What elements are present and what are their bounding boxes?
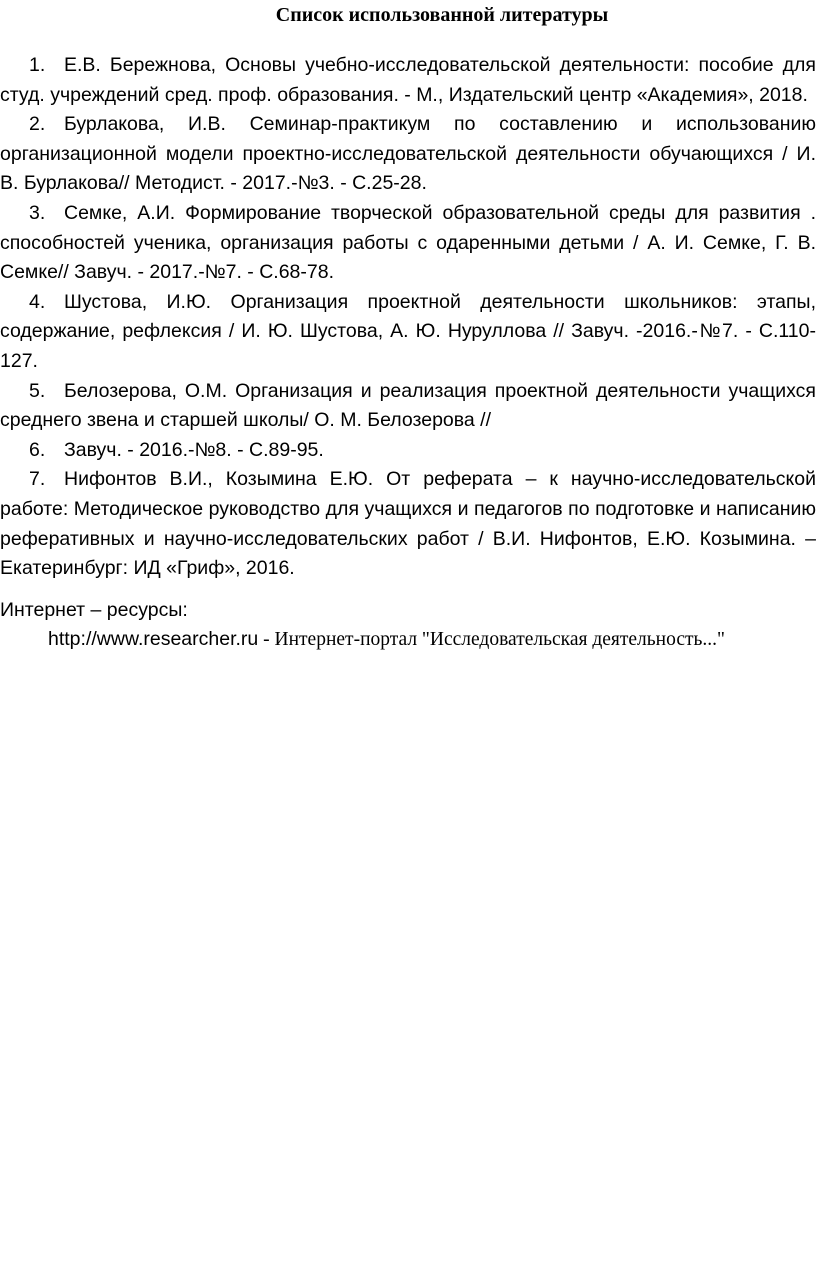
reference-item-4 xyxy=(0,288,816,377)
reference-number: 4. xyxy=(29,290,46,313)
reference-text: Е.В. Бережнова, Основы учебно-исследовательской деятельности: пособие для студ. учреждений сред. проф. образования. - М., Издательский центр «Академия», 2018. xyxy=(0,54,816,106)
resource-url-link[interactable]: http://www.researcher.ru xyxy=(48,628,259,650)
reference-text: Семке, А.И. Формирование творческой образовательной среды для развития . способностей ученика, организация работы с одаренными детьми / А. И. Семке, Г. В. Семке// Завуч. - 2017.-№7. - С.68-78. xyxy=(0,201,816,284)
reference-number: 2. xyxy=(29,113,46,136)
internet-resource-item xyxy=(48,625,725,654)
reference-item-7 xyxy=(0,465,816,583)
reference-text: Белозерова, О.М. Организация и реализация проектной деятельности учащихся среднего звена и старшей школы/ О. М. Белозерова // xyxy=(0,379,816,432)
reference-number: 6. xyxy=(29,438,46,461)
internet-resources-heading: Интернет – ресурсы: xyxy=(0,599,188,621)
reference-item-6 xyxy=(0,436,816,466)
reference-text: Завуч. - 2016.-№8. - С.89-95. xyxy=(64,438,324,461)
reference-item-2 xyxy=(0,110,816,199)
reference-number: 5. xyxy=(29,379,46,402)
reference-number: 1. xyxy=(29,54,46,76)
resource-separator: - xyxy=(258,629,275,650)
resource-description: Интернет-портал "Исследовательская деятельность..." xyxy=(274,629,725,650)
reference-text: Нифонтов В.И., Козымина Е.Ю. От реферата – к научно-исследовательской работе: Методическое руководство для учащихся и педагогов по подготовке и написанию реферативных и научно-исследовательских работ / В.И. Нифонтов, Е.Ю. Козымина. – Екатеринбург: ИД «Гриф», 2016. xyxy=(0,468,816,580)
reference-number: 7. xyxy=(29,468,46,491)
reference-item-5 xyxy=(0,377,816,436)
reference-list xyxy=(0,51,816,584)
reference-item-1 xyxy=(0,51,816,110)
reference-item-3 xyxy=(0,199,816,288)
reference-text: Бурлакова, И.В. Семинар-практикум по составлению и использованию организационной модели проектно-исследовательской деятельности обучающихся / И. В. Бурлакова// Методист. - 2017.-№3. - С.25-28. xyxy=(0,113,816,195)
reference-number: 3. xyxy=(29,201,46,224)
page-title: Список использованной литературы xyxy=(275,4,609,26)
reference-text: Шустова, И.Ю. Организация проектной деятельности школьников: этапы, содержание, рефлексия / И. Ю. Шустова, А. Ю. Нуруллова // Завуч. -2016.-№7. - С.110-127. xyxy=(0,290,816,372)
